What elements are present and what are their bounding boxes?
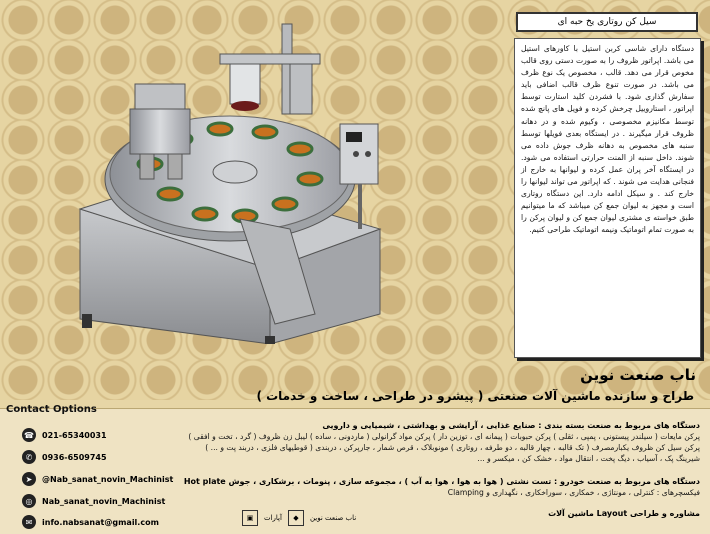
contact-text: 021-65340031 [42, 430, 107, 440]
phone-icon: ☎ [22, 428, 36, 442]
email-icon: ✉ [22, 515, 36, 529]
whatsapp-icon: ✆ [22, 450, 36, 464]
telegram-icon: ➤ [22, 472, 36, 486]
section-heading: مشاوره و طراحی Layout ماشین آلات [548, 509, 700, 518]
section-automotive [180, 476, 700, 498]
contact-text: info.nabsanat@gmail.com [42, 517, 159, 527]
contact-whatsapp[interactable] [22, 450, 107, 464]
footer-brand [242, 510, 356, 526]
footer-brand-text: ناب صنعت نوین [309, 514, 357, 522]
section-heading: دستگاه های مربوط به صنعت بسته بندی : صنایع غذایی ، آرایشی و بهداشتی ، شیمیایی و دارویی [322, 421, 700, 430]
section-body: پرکن مایعات ( سیلندر پیستونی ، پمپی ، ثقلی ) پرکن حبوبات ( پیمانه ای ، توزین دار ) پرکن مواد گرانولی ( ماردونی ، ساده ) لیبل زن ظروف ( گرد ، تخت و افقی ) پرکن سیل کن ظروف یکبارمصرف ( تک قالبه ، چهار قالبه ، دو طرفه ، روتاری ) مونوبلاک ، قرص شمار ، جارپرکن ، دربندی ( قوطیهای فلزی ، دربند پت و ... ) شیرینگ پک ، آسیاب ، دیگ پخت ، انتقال مواد ، خشک کن ، میکسر و ... [188, 432, 700, 463]
rotary-sealer-illustration [60, 14, 510, 344]
instagram-icon: ◎ [22, 494, 36, 508]
company-name: ناب صنعت نوین [580, 366, 696, 384]
contact-phone[interactable] [22, 428, 107, 442]
product-title: سیل کن روتاری یخ حبه ای [516, 12, 698, 32]
section-packaging [180, 420, 700, 464]
company-slogan: طراح و سازنده ماشین آلات صنعتی ( پیشرو در طراحی ، ساخت و خدمات ) [256, 389, 694, 403]
product-description: دستگاه دارای شاسی کربن استیل با کاورهای استیل می باشد. اپراتور ظروف را به صورت دستی روی قالب مخوص قرار می دهد. قالب ، مخصوص یک نوع ظرف می باشد. در صورت تنوع ظرف قالب اضافی باید سفارش گذاری شود. با فشردن کلید استارت توسط اپراتور ، استاروییل چرخش کرده و فویل های پانچ شده توسط مکانیزم مخصوصی ، وکیوم شده و در دهانه ظروف قرار میگیرند . در ایستگاه بعدی فویلها توسط سنبه های مخصوص به دهانه ظرف جوش داده می شوند. داخل سنبه از المنت حرارتی استفاده می شود. در ایستگاه آخر پران عمل کرده و لیوانها به خارج از فنجانی هدایت می شوند . که اپراتور می تواند لیوانها را خارج کند . و سیکل ادامه دارد. این دستگاه روتاری است و مجهز به لیوان جمع کن میباشد که ما میتوانیم طبق خواسته ی مشتری لیوان جمع کن و لیوان پرکن را به صورت تمام اتوماتیک ونیمه اتوماتیک طراحی کنیم. [514, 38, 701, 358]
brand-logo-icon: ◆ [288, 510, 304, 526]
aparat-logo-icon: ▣ [242, 510, 258, 526]
contact-text: 0936-6509745 [42, 452, 107, 462]
section-heading: دستگاه های مربوط به صنعت خودرو : تست نشتی ( هوا به هوا ، هوا به آب ) ، مجموعه سازی ، پنومات ، برشکاری ، جوش Hot plate [183, 477, 700, 486]
contact-text: Nab_sanat_novin_Machinist [42, 496, 166, 506]
contact-text: @Nab_sanat_novin_Machinist [42, 474, 174, 484]
contact-title: Contact Options [6, 404, 97, 415]
aparat-text: آپارات [264, 514, 282, 522]
section-body: فیکسچرهای : کنترلی ، مونتاژی ، خمکاری ، سوراخکاری ، نگهداری و Clamping [447, 488, 700, 497]
contact-telegram[interactable] [22, 472, 173, 486]
contact-instagram[interactable] [22, 494, 165, 508]
contact-email[interactable] [22, 515, 159, 529]
